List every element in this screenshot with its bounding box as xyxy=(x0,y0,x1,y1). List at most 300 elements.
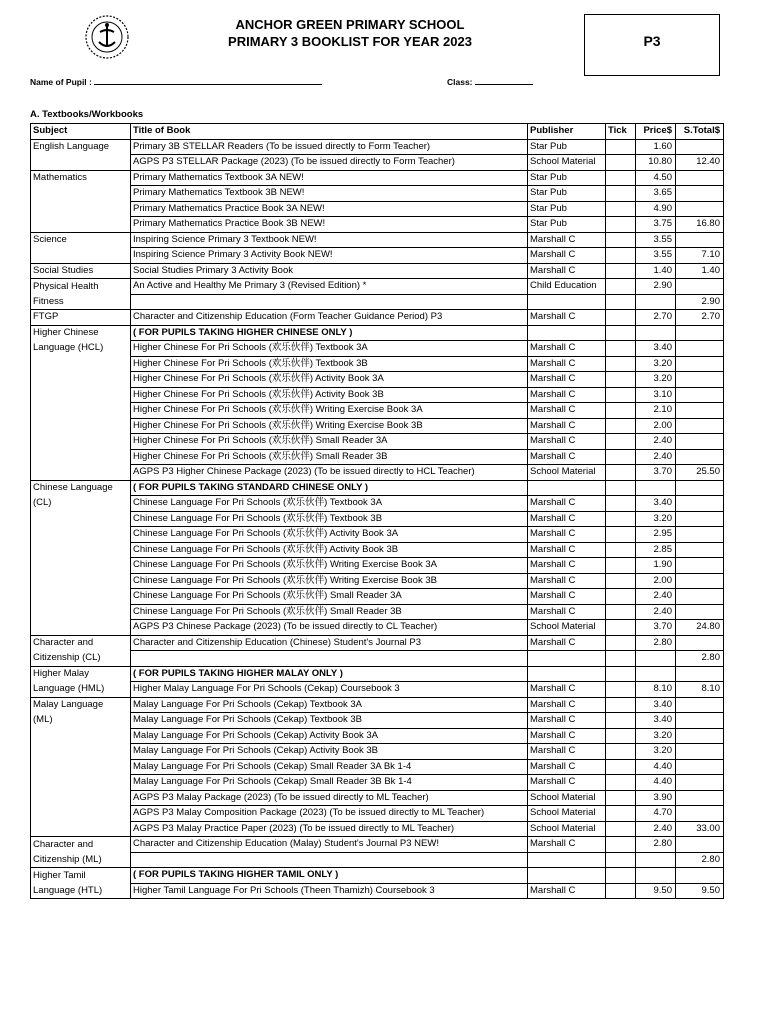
publisher-cell: Marshall C xyxy=(528,697,606,713)
publisher-cell: Star Pub xyxy=(528,170,606,186)
subject-cell xyxy=(31,806,131,822)
price-cell: 1.90 xyxy=(636,558,676,574)
publisher-cell: School Material xyxy=(528,806,606,822)
price-cell: 4.50 xyxy=(636,170,676,186)
title-cell: Higher Chinese For Pri Schools (欢乐伙伴) Textbook 3A xyxy=(131,341,528,357)
price-cell: 3.55 xyxy=(636,232,676,248)
table-row xyxy=(31,294,724,310)
subtotal-cell xyxy=(676,170,724,186)
price-cell: 3.20 xyxy=(636,728,676,744)
subject-cell xyxy=(31,248,131,264)
subject-cell xyxy=(31,201,131,217)
price-cell xyxy=(636,852,676,868)
table-row xyxy=(31,775,724,791)
title-cell: Chinese Language For Pri Schools (欢乐伙伴) Small Reader 3A xyxy=(131,589,528,605)
price-cell: 2.40 xyxy=(636,604,676,620)
tick-cell[interactable] xyxy=(606,170,636,186)
subtotal-cell xyxy=(676,279,724,295)
price-cell: 4.40 xyxy=(636,759,676,775)
subtotal-cell xyxy=(676,744,724,760)
table-row xyxy=(31,372,724,388)
subject-cell xyxy=(31,155,131,171)
tick-cell[interactable] xyxy=(606,418,636,434)
price-cell: 3.20 xyxy=(636,356,676,372)
tick-cell[interactable] xyxy=(606,573,636,589)
tick-cell[interactable] xyxy=(606,294,636,310)
tick-cell[interactable] xyxy=(606,186,636,202)
title-cell: Social Studies Primary 3 Activity Book xyxy=(131,263,528,279)
table-row xyxy=(31,682,724,698)
tick-cell[interactable] xyxy=(606,558,636,574)
price-cell: 3.90 xyxy=(636,790,676,806)
tick-cell[interactable] xyxy=(606,341,636,357)
title-cell: Chinese Language For Pri Schools (欢乐伙伴) Textbook 3B xyxy=(131,511,528,527)
tick-cell[interactable] xyxy=(606,217,636,233)
publisher-cell: Marshall C xyxy=(528,434,606,450)
col-price: Price$ xyxy=(636,124,676,140)
subtotal-cell xyxy=(676,372,724,388)
tick-cell[interactable] xyxy=(606,465,636,481)
title-cell xyxy=(131,852,528,868)
publisher-cell: School Material xyxy=(528,155,606,171)
subtotal-cell xyxy=(676,775,724,791)
table-row xyxy=(31,186,724,202)
publisher-cell: Marshall C xyxy=(528,263,606,279)
tick-cell[interactable] xyxy=(606,387,636,403)
subject-cell xyxy=(31,775,131,791)
subject-cell: Higher Tamil xyxy=(31,868,131,884)
subject-cell xyxy=(31,821,131,837)
tick-cell[interactable] xyxy=(606,759,636,775)
title-cell: Malay Language For Pri Schools (Cekap) Small Reader 3B Bk 1-4 xyxy=(131,775,528,791)
price-cell xyxy=(636,666,676,682)
table-row xyxy=(31,465,724,481)
table-row xyxy=(31,155,724,171)
price-cell: 2.70 xyxy=(636,310,676,326)
title-cell: AGPS P3 Malay Composition Package (2023) (To be issued directly to ML Teacher) xyxy=(131,806,528,822)
subject-cell xyxy=(31,527,131,543)
tick-cell[interactable] xyxy=(606,434,636,450)
publisher-cell: Marshall C xyxy=(528,232,606,248)
subtotal-cell xyxy=(676,511,724,527)
tick-cell[interactable] xyxy=(606,542,636,558)
booklist-title: PRIMARY 3 BOOKLIST FOR YEAR 2023 xyxy=(228,34,472,49)
table-row xyxy=(31,790,724,806)
publisher-cell: Marshall C xyxy=(528,558,606,574)
publisher-cell: School Material xyxy=(528,620,606,636)
subtotal-cell: 7.10 xyxy=(676,248,724,264)
title-cell: Malay Language For Pri Schools (Cekap) Textbook 3A xyxy=(131,697,528,713)
subtotal-cell xyxy=(676,434,724,450)
table-row xyxy=(31,434,724,450)
subtotal-cell xyxy=(676,480,724,496)
subtotal-cell: 8.10 xyxy=(676,682,724,698)
subject-cell xyxy=(31,604,131,620)
table-row xyxy=(31,868,724,884)
subtotal-cell: 25.50 xyxy=(676,465,724,481)
price-cell: 1.60 xyxy=(636,139,676,155)
price-cell: 3.40 xyxy=(636,341,676,357)
table-row xyxy=(31,511,724,527)
price-cell xyxy=(636,651,676,667)
subtotal-cell xyxy=(676,325,724,341)
publisher-cell: Marshall C xyxy=(528,837,606,853)
tick-cell[interactable] xyxy=(606,248,636,264)
publisher-cell: Marshall C xyxy=(528,356,606,372)
publisher-cell: Marshall C xyxy=(528,248,606,264)
title-cell xyxy=(131,294,528,310)
tick-cell[interactable] xyxy=(606,139,636,155)
tick-cell[interactable] xyxy=(606,790,636,806)
publisher-cell xyxy=(528,852,606,868)
price-cell: 3.55 xyxy=(636,248,676,264)
table-row xyxy=(31,589,724,605)
publisher-cell: Marshall C xyxy=(528,883,606,899)
subject-cell xyxy=(31,449,131,465)
price-cell: 3.70 xyxy=(636,465,676,481)
tick-cell[interactable] xyxy=(606,852,636,868)
tick-cell[interactable] xyxy=(606,310,636,326)
tick-cell[interactable] xyxy=(606,496,636,512)
publisher-cell: Star Pub xyxy=(528,186,606,202)
section-title: A. Textbooks/Workbooks xyxy=(30,109,144,120)
table-row xyxy=(31,387,724,403)
price-cell xyxy=(636,325,676,341)
publisher-cell xyxy=(528,651,606,667)
subject-cell xyxy=(31,744,131,760)
price-cell: 3.75 xyxy=(636,217,676,233)
subject-cell xyxy=(31,186,131,202)
publisher-cell xyxy=(528,294,606,310)
table-row xyxy=(31,620,724,636)
subtotal-cell xyxy=(676,589,724,605)
subject-cell: Language (HCL) xyxy=(31,341,131,357)
subtotal-cell xyxy=(676,496,724,512)
school-crest-logo xyxy=(84,14,130,60)
subject-cell: Citizenship (ML) xyxy=(31,852,131,868)
tick-cell[interactable] xyxy=(606,713,636,729)
subtotal-cell xyxy=(676,356,724,372)
subtotal-cell: 16.80 xyxy=(676,217,724,233)
publisher-cell: Marshall C xyxy=(528,589,606,605)
price-cell: 2.85 xyxy=(636,542,676,558)
price-cell: 3.40 xyxy=(636,697,676,713)
subject-cell xyxy=(31,573,131,589)
table-row xyxy=(31,604,724,620)
title-cell: Character and Citizenship Education (Chinese) Student's Journal P3 xyxy=(131,635,528,651)
title-cell: Chinese Language For Pri Schools (欢乐伙伴) Writing Exercise Book 3B xyxy=(131,573,528,589)
price-cell: 2.80 xyxy=(636,635,676,651)
price-cell: 4.40 xyxy=(636,775,676,791)
tick-cell[interactable] xyxy=(606,372,636,388)
tick-cell[interactable] xyxy=(606,263,636,279)
subject-cell xyxy=(31,542,131,558)
subtotal-cell: 2.90 xyxy=(676,294,724,310)
subject-cell: Science xyxy=(31,232,131,248)
table-row xyxy=(31,713,724,729)
title-cell: Higher Chinese For Pri Schools (欢乐伙伴) Small Reader 3A xyxy=(131,434,528,450)
tick-cell[interactable] xyxy=(606,868,636,884)
title-cell: Primary 3B STELLAR Readers (To be issued directly to Form Teacher) xyxy=(131,139,528,155)
subtotal-cell xyxy=(676,558,724,574)
tick-cell[interactable] xyxy=(606,620,636,636)
tick-cell[interactable] xyxy=(606,651,636,667)
table-row xyxy=(31,666,724,682)
table-row xyxy=(31,837,724,853)
subject-cell: Mathematics xyxy=(31,170,131,186)
table-row xyxy=(31,248,724,264)
table-row xyxy=(31,852,724,868)
title-cell: Inspiring Science Primary 3 Textbook NEW! xyxy=(131,232,528,248)
subtotal-cell xyxy=(676,604,724,620)
subtotal-cell xyxy=(676,527,724,543)
subject-cell: Social Studies xyxy=(31,263,131,279)
table-row xyxy=(31,883,724,899)
publisher-cell: School Material xyxy=(528,790,606,806)
subject-cell xyxy=(31,558,131,574)
subject-cell: Fitness xyxy=(31,294,131,310)
price-cell: 4.90 xyxy=(636,201,676,217)
subtotal-cell xyxy=(676,728,724,744)
title-cell: Primary Mathematics Textbook 3A NEW! xyxy=(131,170,528,186)
price-cell: 2.40 xyxy=(636,589,676,605)
publisher-cell: Marshall C xyxy=(528,403,606,419)
price-cell: 2.00 xyxy=(636,573,676,589)
price-cell: 3.20 xyxy=(636,744,676,760)
title-cell: Malay Language For Pri Schools (Cekap) Activity Book 3B xyxy=(131,744,528,760)
subtotal-cell xyxy=(676,837,724,853)
table-row xyxy=(31,310,724,326)
tick-cell[interactable] xyxy=(606,666,636,682)
price-cell: 2.00 xyxy=(636,418,676,434)
publisher-cell: School Material xyxy=(528,465,606,481)
price-cell: 2.40 xyxy=(636,434,676,450)
table-row xyxy=(31,232,724,248)
subject-cell xyxy=(31,387,131,403)
publisher-cell xyxy=(528,480,606,496)
publisher-cell: Marshall C xyxy=(528,341,606,357)
subtotal-cell xyxy=(676,387,724,403)
tick-cell[interactable] xyxy=(606,480,636,496)
subject-cell: Language (HML) xyxy=(31,682,131,698)
price-cell: 3.20 xyxy=(636,511,676,527)
subject-cell xyxy=(31,418,131,434)
publisher-cell xyxy=(528,325,606,341)
class-label: Class: xyxy=(447,77,473,87)
table-row xyxy=(31,139,724,155)
table-row xyxy=(31,325,724,341)
subject-cell xyxy=(31,217,131,233)
table-row xyxy=(31,697,724,713)
subject-cell xyxy=(31,728,131,744)
tick-cell[interactable] xyxy=(606,325,636,341)
col-subtotal: S.Total$ xyxy=(676,124,724,140)
price-cell: 2.40 xyxy=(636,449,676,465)
price-cell: 3.40 xyxy=(636,713,676,729)
table-row xyxy=(31,449,724,465)
subtotal-cell xyxy=(676,139,724,155)
title-cell: Character and Citizenship Education (Malay) Student's Journal P3 NEW! xyxy=(131,837,528,853)
subtotal-cell xyxy=(676,713,724,729)
title-cell: Malay Language For Pri Schools (Cekap) Small Reader 3A Bk 1-4 xyxy=(131,759,528,775)
publisher-cell: Marshall C xyxy=(528,449,606,465)
subtotal-cell xyxy=(676,186,724,202)
price-cell: 3.65 xyxy=(636,186,676,202)
subtotal-cell xyxy=(676,341,724,357)
table-row xyxy=(31,480,724,496)
subject-cell: Higher Malay xyxy=(31,666,131,682)
tick-cell[interactable] xyxy=(606,775,636,791)
subtotal-cell: 1.40 xyxy=(676,263,724,279)
title-cell: Higher Chinese For Pri Schools (欢乐伙伴) Activity Book 3B xyxy=(131,387,528,403)
publisher-cell: Star Pub xyxy=(528,139,606,155)
subtotal-cell: 12.40 xyxy=(676,155,724,171)
tick-cell[interactable] xyxy=(606,511,636,527)
table-row xyxy=(31,170,724,186)
publisher-cell xyxy=(528,666,606,682)
title-cell: Higher Chinese For Pri Schools (欢乐伙伴) Writing Exercise Book 3A xyxy=(131,403,528,419)
tick-cell[interactable] xyxy=(606,883,636,899)
publisher-cell: Star Pub xyxy=(528,217,606,233)
header-row xyxy=(31,124,724,140)
class-line[interactable] xyxy=(475,76,533,85)
publisher-cell: Marshall C xyxy=(528,418,606,434)
subtotal-cell xyxy=(676,635,724,651)
subtotal-cell xyxy=(676,806,724,822)
tick-cell[interactable] xyxy=(606,403,636,419)
subject-cell xyxy=(31,759,131,775)
table-row xyxy=(31,744,724,760)
publisher-cell: Marshall C xyxy=(528,728,606,744)
table-row xyxy=(31,496,724,512)
tick-cell[interactable] xyxy=(606,837,636,853)
publisher-cell: Marshall C xyxy=(528,744,606,760)
table-row xyxy=(31,728,724,744)
title-cell: Higher Chinese For Pri Schools (欢乐伙伴) Activity Book 3A xyxy=(131,372,528,388)
publisher-cell: School Material xyxy=(528,821,606,837)
tick-cell[interactable] xyxy=(606,635,636,651)
subtotal-cell xyxy=(676,403,724,419)
tick-cell[interactable] xyxy=(606,356,636,372)
title-cell: ( FOR PUPILS TAKING STANDARD CHINESE ONLY ) xyxy=(131,480,528,496)
table-row xyxy=(31,635,724,651)
tick-cell[interactable] xyxy=(606,232,636,248)
publisher-cell: Marshall C xyxy=(528,527,606,543)
tick-cell[interactable] xyxy=(606,821,636,837)
table-row xyxy=(31,263,724,279)
title-cell: ( FOR PUPILS TAKING HIGHER CHINESE ONLY ) xyxy=(131,325,528,341)
subject-cell: Character and xyxy=(31,635,131,651)
tick-cell[interactable] xyxy=(606,279,636,295)
table-row xyxy=(31,418,724,434)
level-box xyxy=(584,14,720,76)
tick-cell[interactable] xyxy=(606,697,636,713)
publisher-cell: Marshall C xyxy=(528,387,606,403)
tick-cell[interactable] xyxy=(606,682,636,698)
subtotal-cell: 33.00 xyxy=(676,821,724,837)
title-cell: An Active and Healthy Me Primary 3 (Revised Edition) * xyxy=(131,279,528,295)
tick-cell[interactable] xyxy=(606,449,636,465)
price-cell: 2.10 xyxy=(636,403,676,419)
title-cell: Higher Chinese For Pri Schools (欢乐伙伴) Textbook 3B xyxy=(131,356,528,372)
title-cell: Chinese Language For Pri Schools (欢乐伙伴) Small Reader 3B xyxy=(131,604,528,620)
subtotal-cell xyxy=(676,232,724,248)
subtotal-cell: 2.80 xyxy=(676,651,724,667)
pupil-name-label: Name of Pupil : xyxy=(30,77,92,87)
subject-cell: Language (HTL) xyxy=(31,883,131,899)
subject-cell: Chinese Language xyxy=(31,480,131,496)
subject-cell: FTGP xyxy=(31,310,131,326)
level-label: P3 xyxy=(643,33,661,49)
table-row xyxy=(31,759,724,775)
tick-cell[interactable] xyxy=(606,589,636,605)
subtotal-cell: 9.50 xyxy=(676,883,724,899)
price-cell: 9.50 xyxy=(636,883,676,899)
price-cell: 10.80 xyxy=(636,155,676,171)
subtotal-cell xyxy=(676,201,724,217)
pupil-name-field[interactable] xyxy=(30,76,322,87)
title-cell: ( FOR PUPILS TAKING HIGHER MALAY ONLY ) xyxy=(131,666,528,682)
subject-cell xyxy=(31,790,131,806)
table-row xyxy=(31,279,724,295)
tick-cell[interactable] xyxy=(606,201,636,217)
publisher-cell: Marshall C xyxy=(528,775,606,791)
pupil-name-line[interactable] xyxy=(94,76,322,85)
subject-cell: Physical Health xyxy=(31,279,131,295)
table-row xyxy=(31,217,724,233)
subject-cell: (ML) xyxy=(31,713,131,729)
subtotal-cell xyxy=(676,666,724,682)
tick-cell[interactable] xyxy=(606,806,636,822)
title-cell: AGPS P3 Malay Package (2023) (To be issued directly to ML Teacher) xyxy=(131,790,528,806)
class-field[interactable] xyxy=(447,76,533,87)
subject-cell: Character and xyxy=(31,837,131,853)
subtotal-cell xyxy=(676,868,724,884)
title-cell: ( FOR PUPILS TAKING HIGHER TAMIL ONLY ) xyxy=(131,868,528,884)
price-cell: 1.40 xyxy=(636,263,676,279)
subject-cell: Malay Language xyxy=(31,697,131,713)
publisher-cell: Marshall C xyxy=(528,682,606,698)
table-row xyxy=(31,341,724,357)
publisher-cell: Marshall C xyxy=(528,573,606,589)
title-cell: Higher Malay Language For Pri Schools (Cekap) Coursebook 3 xyxy=(131,682,528,698)
price-cell: 3.40 xyxy=(636,496,676,512)
col-subject: Subject xyxy=(31,124,131,140)
tick-cell[interactable] xyxy=(606,155,636,171)
title-cell: Primary Mathematics Practice Book 3B NEW! xyxy=(131,217,528,233)
title-cell: Higher Tamil Language For Pri Schools (Theen Thamizh) Coursebook 3 xyxy=(131,883,528,899)
title-cell: AGPS P3 Higher Chinese Package (2023) (To be issued directly to HCL Teacher) xyxy=(131,465,528,481)
table-row xyxy=(31,821,724,837)
subject-cell xyxy=(31,356,131,372)
title-cell: Chinese Language For Pri Schools (欢乐伙伴) Writing Exercise Book 3A xyxy=(131,558,528,574)
title-cell: Inspiring Science Primary 3 Activity Book NEW! xyxy=(131,248,528,264)
tick-cell[interactable] xyxy=(606,527,636,543)
price-cell: 3.10 xyxy=(636,387,676,403)
col-tick: Tick xyxy=(606,124,636,140)
publisher-cell: Marshall C xyxy=(528,759,606,775)
tick-cell[interactable] xyxy=(606,604,636,620)
publisher-cell: Marshall C xyxy=(528,511,606,527)
price-cell: 2.80 xyxy=(636,837,676,853)
publisher-cell: Marshall C xyxy=(528,542,606,558)
subtotal-cell xyxy=(676,573,724,589)
subject-cell xyxy=(31,372,131,388)
tick-cell[interactable] xyxy=(606,744,636,760)
subtotal-cell xyxy=(676,418,724,434)
title-cell: AGPS P3 STELLAR Package (2023) (To be issued directly to Form Teacher) xyxy=(131,155,528,171)
tick-cell[interactable] xyxy=(606,728,636,744)
